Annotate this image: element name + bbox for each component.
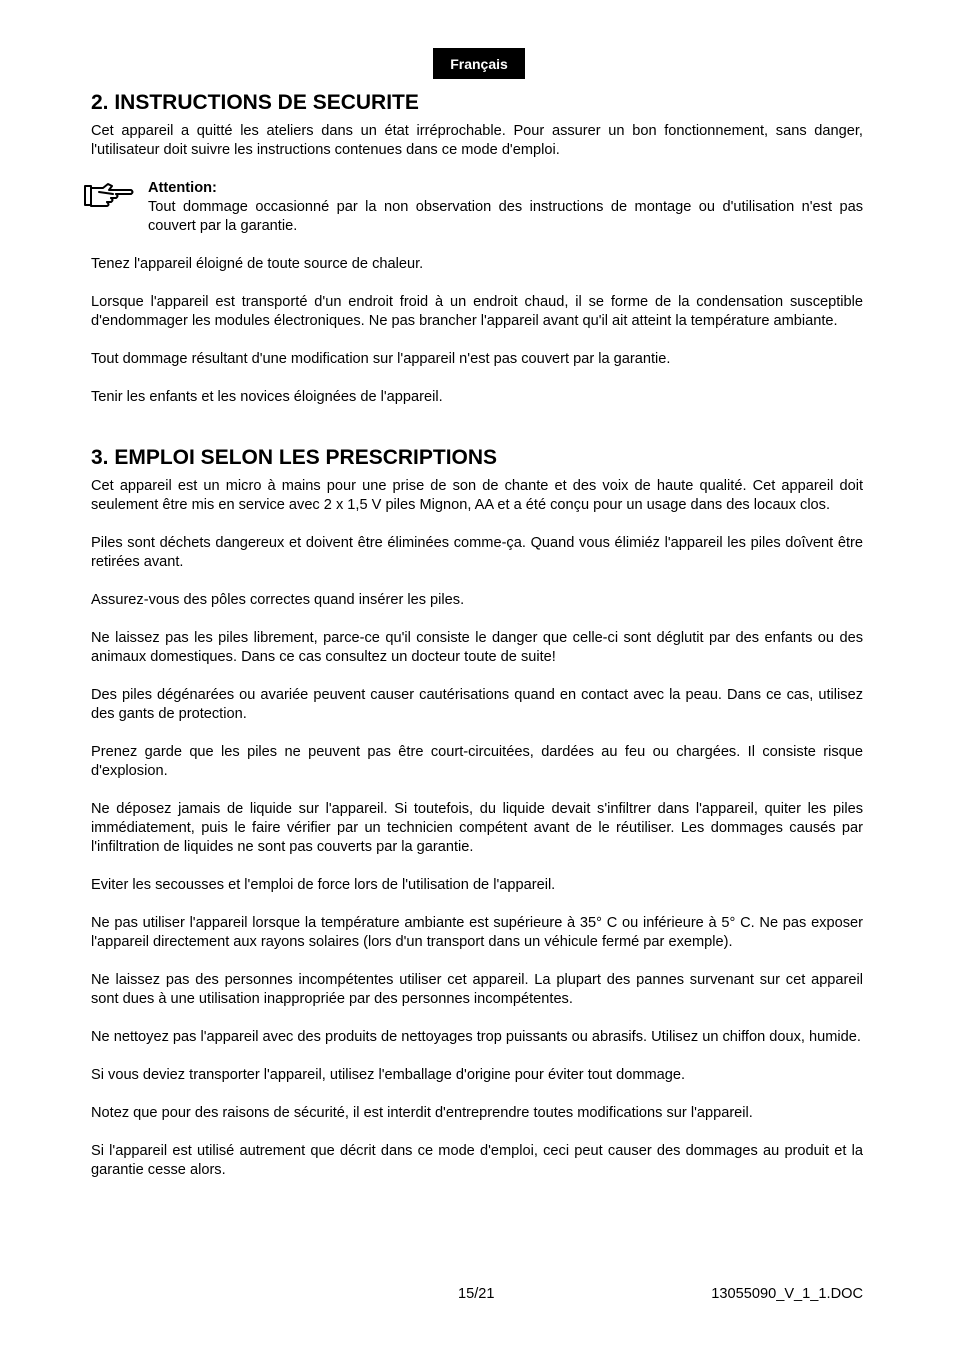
usage-paragraph: Ne déposez jamais de liquide sur l'appareil. Si toutefois, du liquide devait s'infiltrer dans l'appareil, quiter les piles immédiatement, puis le faire vérifier par un technicien compétent avant de le réutiliser. Les dommages causés par l'infiltration de liquides ne sont pas couverts par la garantie. xyxy=(91,801,863,855)
usage-paragraph: Piles sont déchets dangereux et doivent être éliminées comme-ça. Quand vous élimiéz l'appareil les piles doîvent être retirées avant. xyxy=(91,535,863,570)
usage-paragraph: Eviter les secousses et l'emploi de force lors de l'utilisation de l'appareil. xyxy=(91,877,556,893)
usage-paragraph: Notez que pour des raisons de sécurité, il est interdit d'entreprendre toutes modifications sur l'appareil. xyxy=(91,1105,753,1121)
safety-paragraph: Tenez l'appareil éloigné de toute source de chaleur. xyxy=(91,256,424,272)
section-title-usage: 3. EMPLOI SELON LES PRESCRIPTIONS xyxy=(91,446,498,469)
usage-paragraph: Cet appareil est un micro à mains pour une prise de son de chante et des voix de haute qualité. Cet appareil doit seulement être mis en service avec 2 x 1,5 V piles Mignon, AA et a été conçu pour un usage dans des locaux clos. xyxy=(91,478,863,513)
usage-paragraph: Ne nettoyez pas l'appareil avec des produits de nettoyages trop puissants ou abrasifs. Utilisez un chiffon doux, humide. xyxy=(91,1029,861,1045)
attention-title: Attention: xyxy=(148,180,217,196)
page-number: 15/21 xyxy=(458,1286,495,1302)
language-badge: Français xyxy=(433,48,525,79)
usage-paragraph: Prenez garde que les piles ne peuvent pas être court-circuitées, dardées au feu ou chargées. Il consiste risque d'explosion. xyxy=(91,744,863,779)
usage-paragraph: Ne laissez pas des personnes incompétentes utiliser cet appareil. La plupart des pannes survenant sur cet appareil sont dues à une utilisation inappropriée par des personnes incompétentes. xyxy=(91,972,863,1007)
safety-paragraph: Tenir les enfants et les novices éloignées de l'appareil. xyxy=(91,389,443,405)
usage-paragraph: Si l'appareil est utilisé autrement que décrit dans ce mode d'emploi, ceci peut causer des dommages au produit et la garantie cesse alors. xyxy=(91,1143,863,1178)
attention-block xyxy=(91,179,863,236)
page-content xyxy=(91,90,863,1199)
usage-paragraph: Ne pas utiliser l'appareil lorsque la température ambiante est supérieure à 35° C ou inférieure à 5° C. Ne pas exposer l'appareil directement aux rayons solaires (lors d'un transport dans un véhicule fermé par exemple). xyxy=(91,915,863,950)
safety-intro: Cet appareil a quitté les ateliers dans un état irréprochable. Pour assurer un bon fonctionnement, sans danger, l'utilisateur doit suivre les instructions contenues dans ce mode d'emploi. xyxy=(91,123,863,158)
safety-paragraph: Lorsque l'appareil est transporté d'un endroit froid à un endroit chaud, il se forme de la condensation susceptible d'endommager les modules électroniques. Ne pas brancher l'appareil avant qu'il ait atteint la température ambiante. xyxy=(91,294,863,329)
pointing-hand-icon xyxy=(83,181,135,209)
usage-paragraph: Des piles dégénarées ou avariée peuvent causer cautérisations quand en contact avec la peau. Dans ce cas, utilisez des gants de protection. xyxy=(91,687,863,722)
document-id: 13055090_V_1_1.DOC xyxy=(711,1286,863,1302)
usage-paragraph: Ne laissez pas les piles librement, parce-ce qu'il consiste le danger que celle-ci sont déglutit par des enfants ou des animaux domestiques. Dans ce cas consultez un docteur toute de suite! xyxy=(91,630,863,665)
usage-paragraph: Assurez-vous des pôles correctes quand insérer les piles. xyxy=(91,592,465,608)
safety-paragraph: Tout dommage résultant d'une modification sur l'appareil n'est pas couvert par la garantie. xyxy=(91,351,671,367)
usage-paragraph: Si vous deviez transporter l'appareil, utilisez l'emballage d'origine pour éviter tout dommage. xyxy=(91,1067,686,1083)
section-title-safety: 2. INSTRUCTIONS DE SECURITE xyxy=(91,91,419,114)
attention-text: Tout dommage occasionné par la non observation des instructions de montage ou d'utilisation n'est pas couvert par la garantie. xyxy=(148,199,863,234)
